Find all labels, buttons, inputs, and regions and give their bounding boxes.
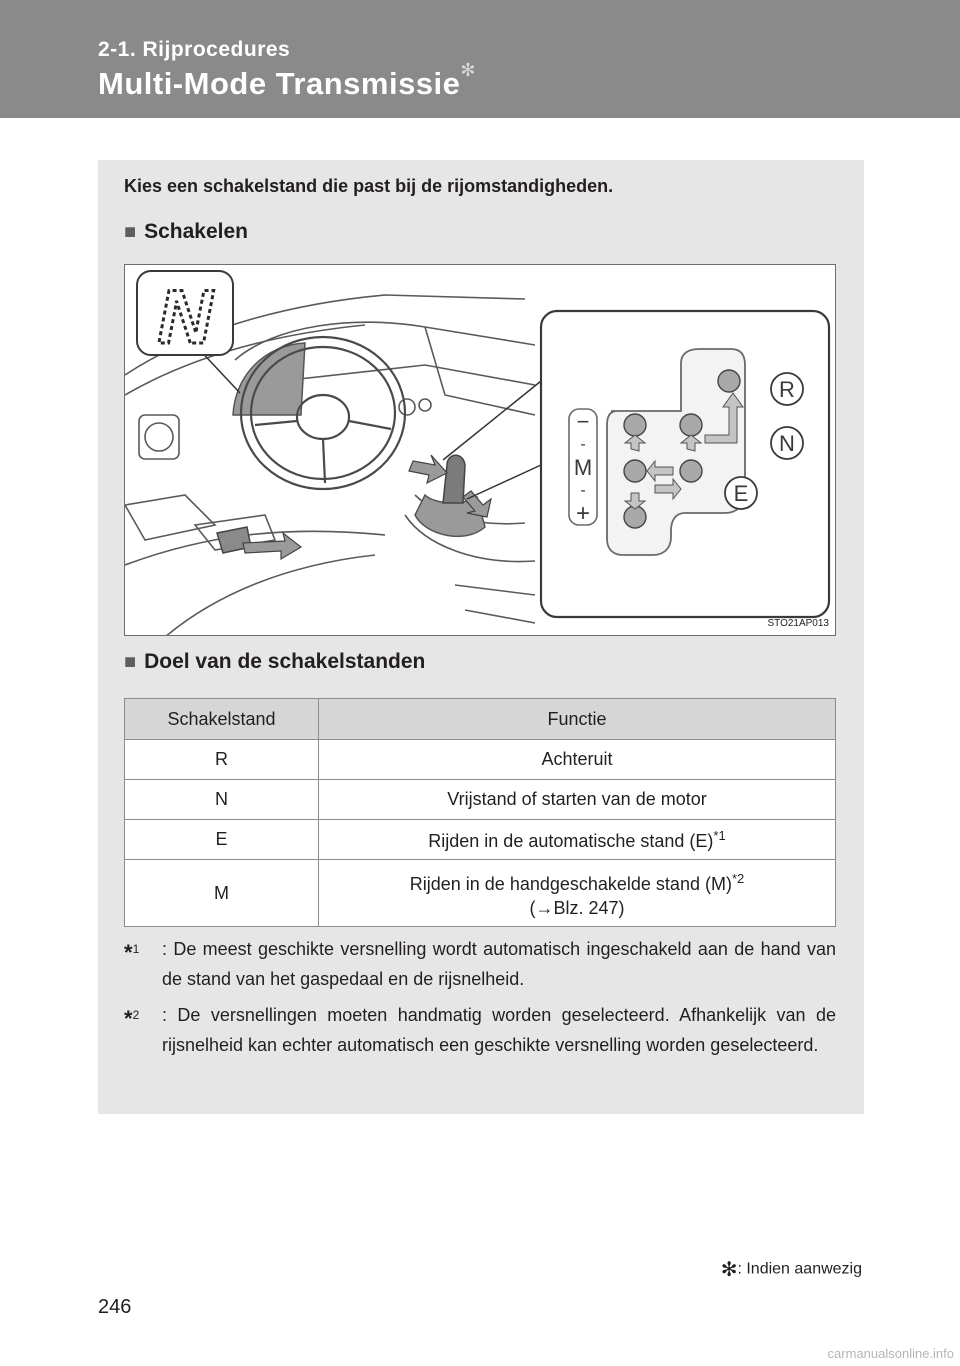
table-cell-position: N (125, 780, 319, 820)
footnote-ref-mark: * (731, 870, 738, 886)
pedal-arrow-icon (243, 533, 301, 559)
note-number: 1 (132, 942, 140, 956)
table-header-row (125, 699, 836, 740)
manual-label-m: M (573, 455, 593, 480)
subhead-purpose (124, 650, 425, 674)
note-asterisk: * (124, 1006, 133, 1031)
callout-line-gate-bottom (467, 465, 541, 499)
intro-text: Kies een schakelstand die past bij de rijomstandigheden. (124, 176, 614, 196)
note-number: 2 (132, 1008, 140, 1022)
note-asterisk: * (124, 940, 133, 965)
note-marker (124, 934, 139, 969)
footnote-ref (732, 871, 744, 886)
page-number: 246 (98, 1296, 132, 1318)
bullet-square-icon: ■ (124, 651, 137, 673)
table-row (125, 780, 836, 820)
section-label: 2-1. Rijprocedures (98, 38, 291, 61)
illustration-svg (125, 265, 836, 636)
gate-label-e: E (733, 481, 749, 506)
table-header-function: Functie (319, 699, 836, 740)
note-text: : De meest geschikte versnelling wordt automatisch ingeschakeld aan de hand van de stand van het gaspedaal en de rijsnelheid. (162, 939, 836, 989)
note-1 (124, 934, 836, 994)
subhead-purpose-label: Doel van de schakelstanden (144, 650, 426, 673)
gate-label-r: R (779, 377, 795, 402)
title-asterisk-icon: ✻ (460, 60, 476, 80)
table-cell-function (319, 820, 836, 860)
subhead-shifting (124, 220, 248, 244)
table-cell-function: Vrijstand of starten van de motor (319, 780, 836, 820)
manual-dash-top: - (580, 436, 586, 453)
shift-positions-table (124, 698, 836, 927)
footnote-asterisk-icon: ✻ (720, 1259, 738, 1281)
footnote-ref (713, 828, 725, 843)
table-cell-position: E (125, 820, 319, 860)
table-row (125, 820, 836, 860)
watermark: carmanualsonline.info (827, 1346, 954, 1361)
page-reference: (→Blz. 247) (529, 897, 625, 918)
note-2 (124, 1000, 836, 1060)
footnote-ref-number: 2 (737, 870, 745, 886)
table-cell-function (319, 860, 836, 927)
table-cell-function: Achteruit (319, 740, 836, 780)
figure-code: STO21AP013 (767, 618, 829, 629)
bullet-square-icon: ■ (124, 221, 137, 243)
manual-label-minus: − (576, 409, 590, 434)
page-title-text: Multi-Mode Transmissie (98, 66, 461, 101)
gate-label-n: N (779, 431, 795, 456)
function-text: Rijden in de handgeschakelde stand (M) (409, 873, 732, 894)
manual-dash-bottom: - (580, 482, 586, 499)
note-text: : De versnellingen moeten handmatig worden geselecteerd. Afhankelijk van de rijsnelheid kan echter automatisch een geschikte versnelling worden geselecteerd. (162, 1005, 836, 1055)
footnote-ref-number: 1 (718, 827, 726, 843)
table-row (125, 860, 836, 927)
subhead-shifting-label: Schakelen (144, 220, 248, 243)
table-cell-position: M (125, 860, 319, 927)
footnote-text: : Indien aanwezig (737, 1260, 862, 1278)
page-title (98, 60, 476, 102)
manual-label-plus: + (575, 500, 591, 527)
footnote (721, 1257, 862, 1282)
table-header-position: Schakelstand (125, 699, 319, 740)
note-marker (124, 1000, 139, 1035)
table-row (125, 740, 836, 780)
display-letter: N (157, 275, 213, 360)
shift-illustration (124, 264, 836, 636)
lever-arrow-left-icon (409, 455, 447, 483)
callout-line-gate-top (443, 381, 541, 460)
footnote-ref-mark: * (713, 827, 719, 843)
table-cell-position: R (125, 740, 319, 780)
function-text: Rijden in de automatische stand (E) (428, 830, 714, 851)
